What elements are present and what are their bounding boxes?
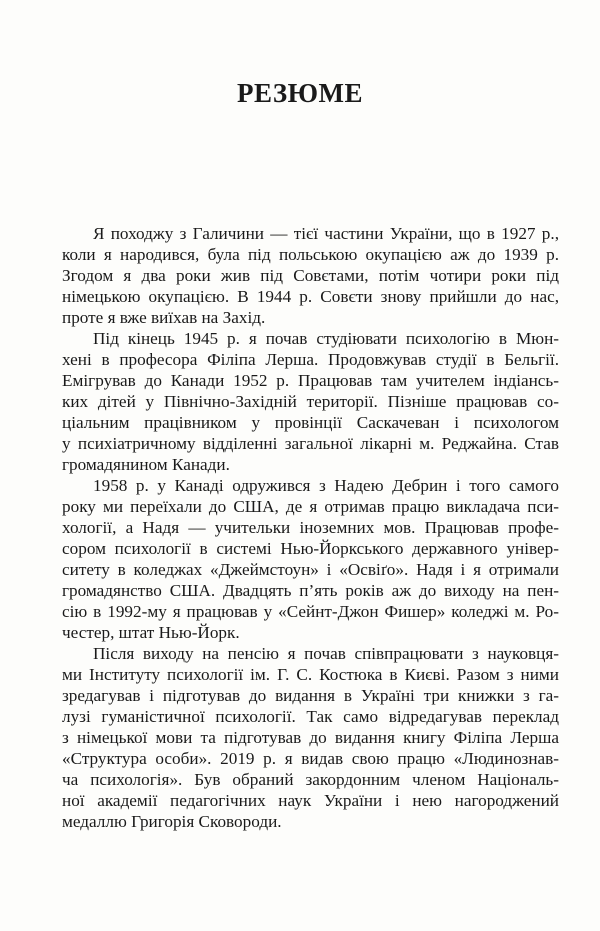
- text-line: лузі гуманістичної психології. Так само відредагував переклад: [62, 707, 559, 726]
- text-line: медаллю Григорія Сковороди.: [62, 812, 282, 831]
- text-line: хені в професора Філіпа Лерша. Продовжував студії в Бельгії.: [62, 350, 559, 369]
- text-line: 1958 р. у Канаді одружився з Надею Дебрин і того самого: [93, 476, 559, 495]
- text-line: ної академії педагогічних наук України і нею нагороджений: [62, 791, 559, 810]
- text-line: коли я народився, була під польською окупацією аж до 1939 р.: [62, 245, 559, 264]
- text-line: проте я вже виїхав на Захід.: [62, 308, 266, 327]
- text-line: ми Інституту психології ім. Г. С. Костюка в Києві. Разом з ними: [62, 665, 559, 684]
- text-line: громадянство США. Двадцять п’ять років аж до виходу на пен-: [62, 581, 559, 600]
- text-line: ча психологія». Був обраний закордонним членом Національ-: [62, 770, 559, 789]
- text-line: Згодом я два роки жив під Совєтами, потім чотири роки під: [62, 266, 559, 285]
- text-line: Емігрував до Канади 1952 р. Працював там учителем індіансь-: [62, 371, 559, 390]
- text-line: громадянином Канади.: [62, 455, 230, 474]
- text-line: ситету в коледжах «Джеймстоун» і «Освіґо». Надя і я отримали: [62, 560, 559, 579]
- page-title: РЕЗЮМЕ: [237, 78, 363, 108]
- text-line: Після виходу на пенсію я почав співпрацювати з науковця-: [93, 644, 559, 663]
- paragraph: [62, 328, 559, 475]
- text-line: Я походжу з Галичини — тієї частини України, що в 1927 р.,: [93, 224, 559, 243]
- text-line: німецькою окупацією. В 1944 р. Совєти знову прийшли до нас,: [62, 287, 559, 306]
- text-line: сію в 1992-му я працював у «Сейнт-Джон Фишер» коледжі м. Ро-: [62, 602, 559, 621]
- text-line: зредагував і підготував до видання в Україні три книжки з га-: [62, 686, 559, 705]
- text-line: з німецької мови та підготував до видання книгу Філіпа Лерша: [62, 728, 559, 747]
- text-line: «Структура особи». 2019 р. я видав свою працю «Людинознав-: [62, 749, 559, 768]
- text-line: року ми переїхали до США, де я отримав працю викладача пси-: [62, 497, 559, 516]
- text-line: ціальним працівником у провінції Саскачеван і психологом: [62, 413, 559, 432]
- text-line: у психіатричному відділенні загальної лікарні м. Реджайна. Став: [62, 434, 559, 453]
- body-text: [62, 223, 559, 832]
- text-line: хології, а Надя — учительки іноземних мов. Працював профе-: [62, 518, 559, 537]
- text-line: честер, штат Нью-Йорк.: [62, 623, 240, 642]
- paragraph: [62, 223, 559, 328]
- paragraph: [62, 475, 559, 643]
- text-line: ких дітей у Північно-Західній території. Пізніше працював со-: [62, 392, 559, 411]
- paragraph: [62, 643, 559, 832]
- text-line: сором психології в системі Нью-Йоркського державного універ-: [62, 539, 559, 558]
- text-line: Під кінець 1945 р. я почав студіювати психологію в Мюн-: [93, 329, 559, 348]
